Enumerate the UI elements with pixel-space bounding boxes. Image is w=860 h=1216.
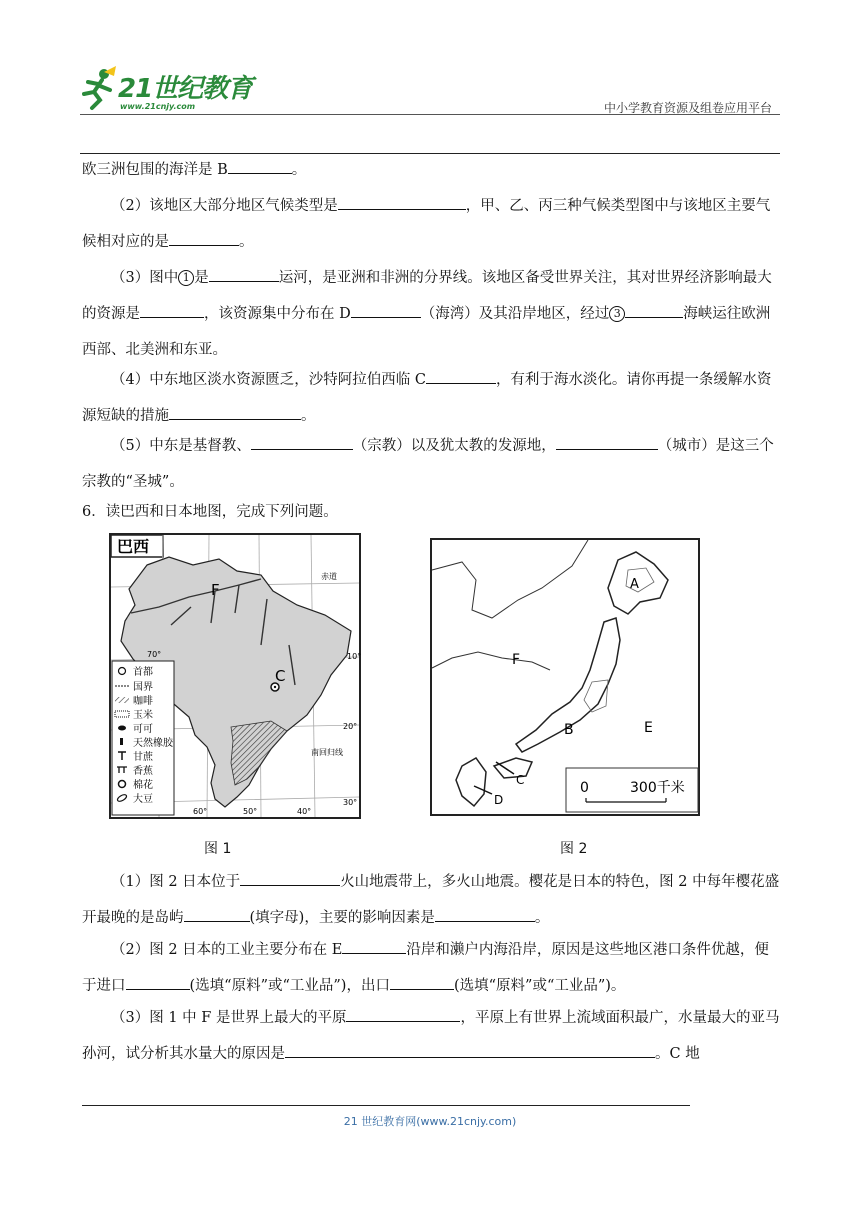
answer-blank[interactable]: [251, 435, 353, 450]
text: ，该资源集中分布在 D: [204, 306, 351, 322]
text: 。: [534, 910, 550, 926]
label-E: E: [644, 720, 653, 736]
lon-70-label: 70°: [147, 650, 162, 659]
answer-blank[interactable]: [435, 907, 535, 922]
equator-label: 赤道: [321, 572, 337, 581]
label-A: A: [630, 577, 639, 592]
text: 欧三洲包围的海洋是 B: [82, 162, 228, 178]
label-C: C: [516, 773, 525, 787]
lat-30-label: 30°: [343, 798, 358, 807]
text: 沿岸和濑户内海沿岸，原因是这些地区港口条件优越，便于进口: [82, 942, 769, 994]
legend-item: 咖啡: [133, 696, 153, 707]
text: (选填“原料”或“工业品”)。: [453, 978, 626, 994]
coffee-icon: [115, 697, 129, 703]
lon-50-label: 50°: [243, 807, 258, 816]
answer-blank[interactable]: [140, 303, 204, 318]
answer-blank[interactable]: [285, 1043, 655, 1058]
circled-number-3: 3: [609, 306, 625, 322]
label-F: F: [211, 581, 220, 599]
rubber-icon: [120, 738, 123, 745]
text: （城市）是这三个宗教的“圣城”。: [82, 438, 774, 490]
text: 。: [239, 234, 254, 250]
legend-item: 玉米: [133, 710, 153, 721]
answer-blank[interactable]: [240, 871, 340, 886]
legend-item: 首都: [133, 667, 153, 678]
lon-40-label: 40°: [297, 807, 312, 816]
text: 火山地震带上，多火山地震。樱花是日本的特色，图 2 中每年樱花盛开最晚的是岛屿: [82, 874, 780, 926]
text: (选填“原料”或“工业品”)，出口: [189, 978, 390, 994]
footer-divider: [82, 1105, 690, 1106]
q6-part2: [82, 932, 782, 1004]
figure-2-caption: 图 2: [560, 841, 588, 857]
text: （2）该地区大部分地区气候类型是: [111, 198, 338, 214]
figure-1-caption: 图 1: [204, 841, 232, 857]
text: 。: [301, 408, 316, 424]
circled-number-1: 1: [178, 270, 194, 286]
answer-blank[interactable]: [169, 405, 301, 420]
answer-blank[interactable]: [342, 939, 406, 954]
text: 。: [291, 162, 307, 178]
figure-1-brazil-map: [109, 533, 361, 819]
answer-blank[interactable]: [625, 303, 683, 318]
text: ，有利于海水淡化。请你再提一条缓解水资源短缺的措施: [82, 372, 772, 424]
corn-icon: [115, 711, 129, 717]
label-C: C: [275, 667, 286, 685]
q5-part2: [82, 188, 782, 260]
answer-blank[interactable]: [184, 907, 250, 922]
answer-blank[interactable]: [169, 231, 239, 246]
answer-blank[interactable]: [209, 267, 279, 282]
site-logo: [80, 66, 260, 118]
q5-part3: [82, 260, 782, 368]
q6-part1: [82, 864, 782, 936]
legend-item: 天然橡胶: [133, 738, 173, 749]
text: （5）中东是基督教、: [111, 438, 251, 454]
answer-blank[interactable]: [346, 1007, 460, 1022]
logo-url: www.21cnjy.com: [120, 102, 196, 111]
logo-text: 21世纪教育: [118, 74, 253, 104]
runner-logo-icon: [80, 66, 120, 110]
figure-2-japan-map: [430, 538, 700, 816]
text: (填字母)，主要的影响因素是: [249, 910, 435, 926]
text: ，甲、乙、丙三种气候类型图中与该地区主要气候相对应的是: [82, 198, 771, 250]
text: ，平原上有世界上流域面积最广，水量最大的亚马孙河，试分析其水量大的原因是: [82, 1010, 780, 1062]
q5-line0: [82, 152, 782, 188]
text: 海峡运往欧洲西部、北美洲和东亚。: [82, 306, 771, 358]
cocoa-icon: [118, 726, 126, 731]
text: （海湾）及其沿岸地区，经过: [420, 306, 610, 322]
tropic-label: 南回归线: [311, 748, 343, 757]
legend-item: 国界: [133, 682, 153, 693]
text: 。C 地: [655, 1046, 700, 1062]
scale-distance: 300千米: [630, 780, 685, 796]
answer-blank[interactable]: [390, 975, 454, 990]
lon-60-label: 60°: [193, 807, 208, 816]
lat-10-label: 10°: [347, 652, 362, 661]
q6-part3: [82, 1000, 782, 1072]
platform-name: 中小学教育资源及组卷应用平台: [603, 101, 772, 115]
answer-blank[interactable]: [228, 159, 292, 174]
scale-zero: 0: [580, 780, 589, 796]
legend-item: 甘蔗: [133, 752, 153, 763]
lat-20-label: 20°: [343, 722, 358, 731]
q6-title: 6．读巴西和日本地图，完成下列问题。: [82, 504, 338, 520]
text: 是: [194, 270, 209, 286]
text: （4）中东地区淡水资源匮乏，沙特阿拉伯西临 C: [111, 372, 426, 388]
text: （2）图 2 日本的工业主要分布在 E: [111, 942, 343, 958]
text: 运河，是亚洲和非洲的分界线。该地区备受世界关注，其对世界经济影响最大的资源是: [82, 270, 772, 322]
legend-item: 可可: [133, 724, 153, 735]
footer-text: 21 世纪教育网(www.21cnjy.com): [343, 1115, 517, 1128]
text: （3）图中: [111, 270, 179, 286]
answer-blank[interactable]: [426, 369, 496, 384]
text: （1）图 2 日本位于: [111, 874, 241, 890]
text: （宗教）以及犹太教的发源地，: [352, 438, 556, 454]
label-F: F: [512, 652, 521, 668]
map-title: 巴西: [117, 537, 150, 556]
text: （3）图 1 中 F 是世界上最大的平原: [111, 1010, 347, 1026]
answer-blank[interactable]: [126, 975, 190, 990]
label-B: B: [564, 722, 574, 738]
q5-part4: [82, 362, 782, 434]
answer-blank[interactable]: [351, 303, 421, 318]
legend-item: 大豆: [133, 794, 153, 805]
legend-item: 棉花: [133, 780, 153, 791]
answer-blank[interactable]: [338, 195, 466, 210]
label-D: D: [494, 793, 504, 807]
q5-part5: [82, 428, 782, 500]
header-divider: [80, 114, 780, 115]
legend-item: 香蕉: [133, 766, 153, 777]
answer-blank[interactable]: [556, 435, 658, 450]
